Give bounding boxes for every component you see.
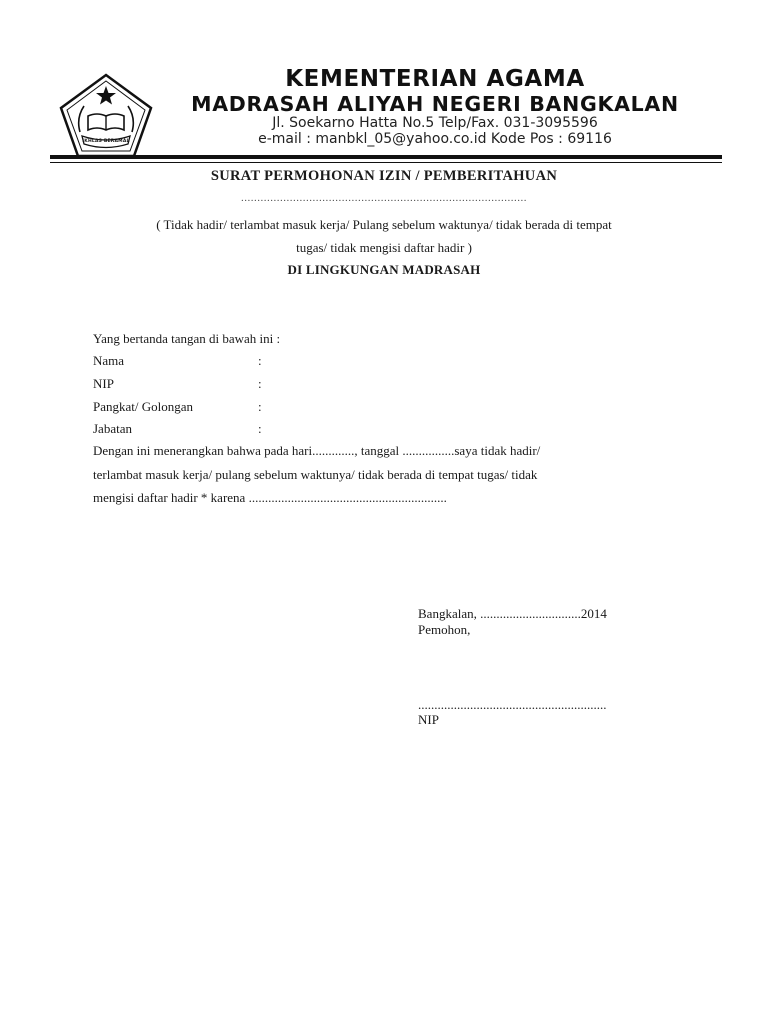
field-label-jabatan: Jabatan bbox=[93, 421, 132, 436]
field-label-nip: NIP bbox=[93, 376, 114, 391]
ministry-emblem-icon bbox=[58, 72, 154, 158]
field-colon: : bbox=[258, 399, 262, 414]
field-label-pangkat: Pangkat/ Golongan bbox=[93, 399, 194, 414]
signature-role: Pemohon, bbox=[418, 622, 471, 637]
emblem-motto: IKHLAS BERAMAL bbox=[82, 139, 130, 144]
field-colon: : bbox=[258, 421, 262, 436]
letterhead-rule-thin bbox=[50, 162, 722, 163]
field-colon: : bbox=[258, 376, 262, 391]
statement-line3: mengisi daftar hadir * karena ............................................................. bbox=[93, 490, 447, 505]
signature-nip: NIP bbox=[418, 712, 439, 727]
field-colon: : bbox=[258, 353, 262, 368]
school-email: e-mail : manbkl_05@yahoo.co.id Kode Pos : 69116 bbox=[258, 131, 612, 147]
school-name: MADRASAH ALIYAH NEGERI BANGKALAN bbox=[191, 92, 679, 116]
intro-text: Yang bertanda tangan di bawah ini : bbox=[93, 331, 281, 346]
statement-line2: terlambat masuk kerja/ pulang sebelum waktunya/ tidak berada di tempat tugas/ tidak bbox=[93, 467, 538, 482]
statement-line1: Dengan ini menerangkan bahwa pada hari............., tanggal ................saya tidak hadir/ bbox=[93, 443, 541, 458]
letter-subtitle: DI LINGKUNGAN MADRASAH bbox=[287, 262, 481, 277]
title-note-line1: ( Tidak hadir/ terlambat masuk kerja/ Pulang sebelum waktunya/ tidak berada di tempat bbox=[156, 217, 612, 232]
signature-place-date: Bangkalan, ...............................2014 bbox=[418, 606, 607, 621]
title-note-line2: tugas/ tidak mengisi daftar hadir ) bbox=[296, 240, 472, 255]
signature-line: .......................................................... bbox=[418, 697, 607, 712]
letterhead-rule-thick bbox=[50, 155, 722, 159]
title-dotted-line: ........................................................................................ bbox=[241, 192, 527, 204]
school-address: Jl. Soekarno Hatta No.5 Telp/Fax. 031-3095596 bbox=[272, 115, 598, 131]
field-label-nama: Nama bbox=[93, 353, 125, 368]
letter-title: SURAT PERMOHONAN IZIN / PEMBERITAHUAN bbox=[210, 168, 558, 184]
ministry-name: KEMENTERIAN AGAMA bbox=[285, 66, 585, 92]
